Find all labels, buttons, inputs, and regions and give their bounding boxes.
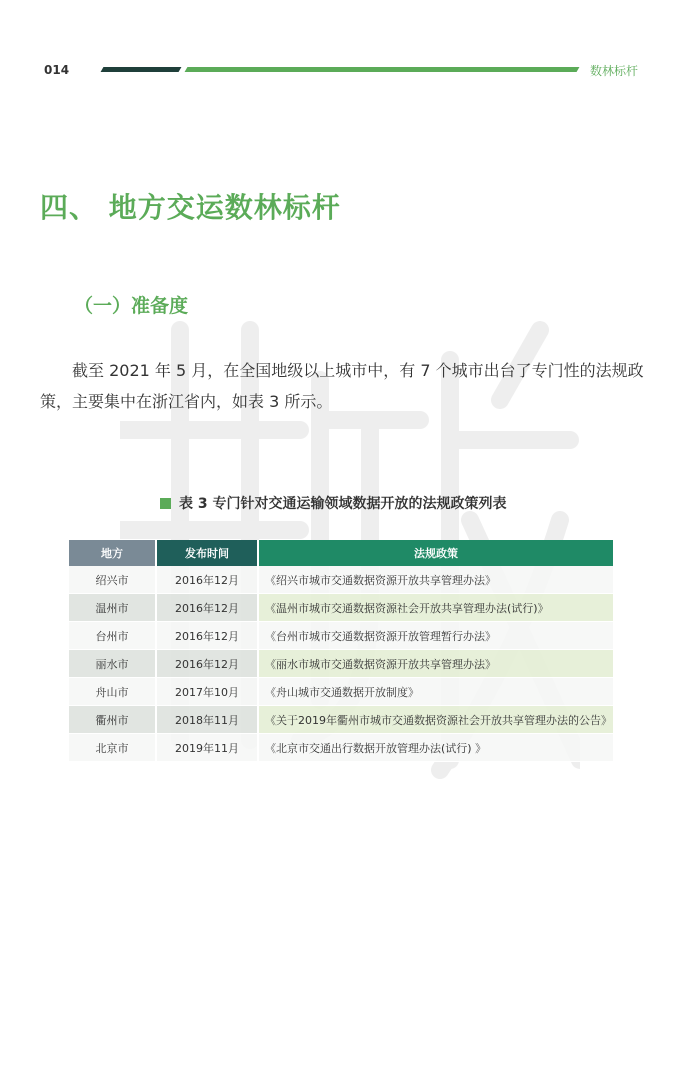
table-header-row [69, 540, 613, 566]
header-bar-green [185, 67, 580, 72]
table-row [69, 650, 613, 678]
table-caption-text: 表 3 专门针对交通运输领域数据开放的法规政策列表 [179, 496, 507, 512]
cell-date: 2016年12月 [157, 594, 259, 622]
column-header-policy: 法规政策 [259, 540, 613, 566]
policy-table [69, 540, 613, 762]
page-header [0, 60, 680, 80]
cell-policy: 《温州市城市交通数据资源社会开放共享管理办法(试行)》 [259, 594, 613, 622]
cell-policy: 《关于2019年衢州市城市交通数据资源社会开放共享管理办法的公告》 [259, 706, 613, 734]
cell-region: 温州市 [69, 594, 157, 622]
header-section-title: 数林标杆 [590, 64, 639, 78]
cell-region: 衢州市 [69, 706, 157, 734]
body-paragraph: 截至 2021 年 5 月，在全国地级以上城市中，有 7 个城市出台了专门性的法规政策，主要集中在浙江省内，如表 3 所示。 [40, 361, 644, 411]
caption-square-icon [160, 498, 171, 509]
page-number: 014 [44, 63, 70, 77]
cell-region: 台州市 [69, 622, 157, 650]
table-row [69, 594, 613, 622]
cell-region: 丽水市 [69, 650, 157, 678]
cell-date: 2016年12月 [157, 566, 259, 594]
column-header-date: 发布时间 [157, 540, 259, 566]
heading-1: 四、 地方交运数林标杆 [40, 191, 341, 224]
table-caption [160, 493, 507, 513]
table-row [69, 566, 613, 594]
cell-policy: 《台州市城市交通数据资源开放管理暂行办法》 [259, 622, 613, 650]
cell-policy: 《丽水市城市交通数据资源开放共享管理办法》 [259, 650, 613, 678]
cell-policy: 《舟山城市交通数据开放制度》 [259, 678, 613, 706]
table-row [69, 706, 613, 734]
heading-2: （一）准备度 [74, 295, 189, 317]
table-row [69, 734, 613, 762]
cell-region: 绍兴市 [69, 566, 157, 594]
cell-policy: 《绍兴市城市交通数据资源开放共享管理办法》 [259, 566, 613, 594]
cell-policy: 《北京市交通出行数据开放管理办法(试行) 》 [259, 734, 613, 762]
cell-date: 2019年11月 [157, 734, 259, 762]
cell-date: 2017年10月 [157, 678, 259, 706]
cell-date: 2018年11月 [157, 706, 259, 734]
cell-date: 2016年12月 [157, 622, 259, 650]
cell-region: 舟山市 [69, 678, 157, 706]
cell-date: 2016年12月 [157, 650, 259, 678]
table-row [69, 622, 613, 650]
column-header-region: 地方 [69, 540, 157, 566]
cell-region: 北京市 [69, 734, 157, 762]
table-row [69, 678, 613, 706]
header-bar-dark [101, 67, 182, 72]
